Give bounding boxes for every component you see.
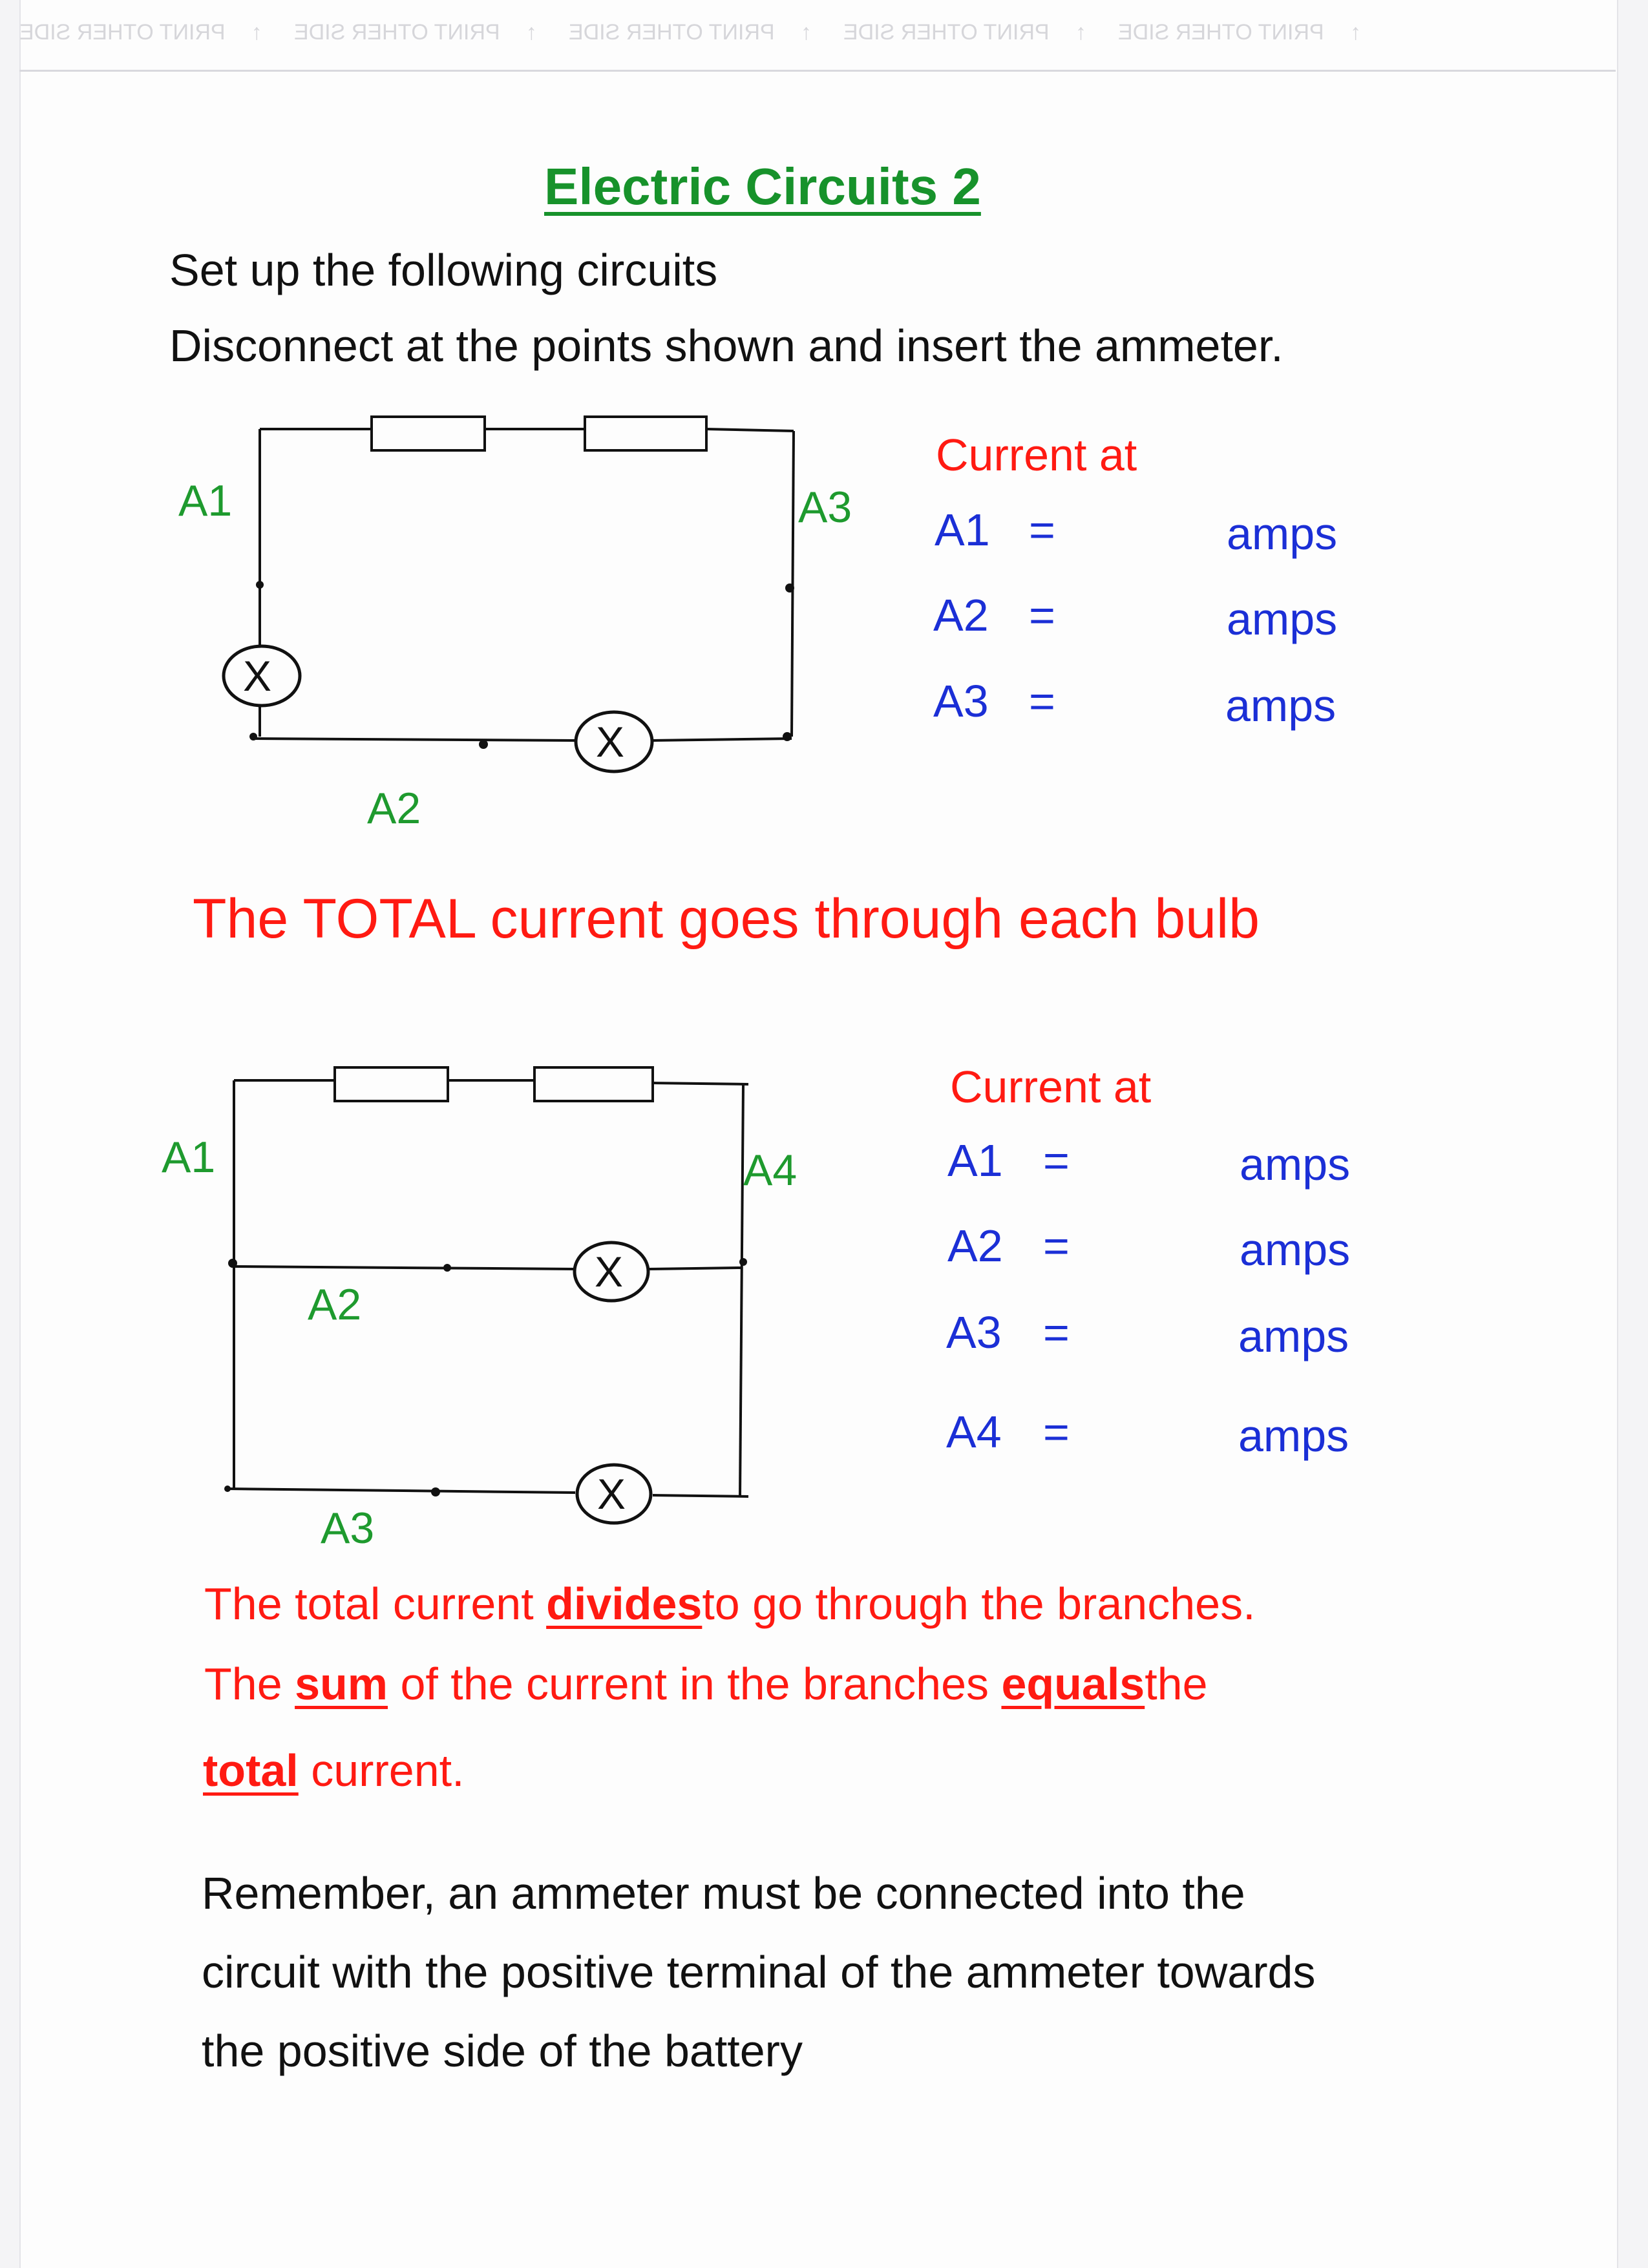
panel2-heading: Current at [950,1062,1152,1112]
series-statement: The TOTAL current goes through each bulb [193,888,1260,950]
panel2-point-a2: A2 [947,1221,1003,1271]
explanation-line-1 [204,1578,1256,1630]
panel1-unit: amps [1227,509,1338,559]
bulb-symbol: X [595,1248,624,1296]
panel2-unit: amps [1238,1311,1349,1361]
panel1-point-a3: A3 [933,676,989,726]
print-other-side-text: PRINT OTHER SIDE [19,20,226,45]
keyword-equals: equals [1001,1659,1145,1709]
panel2-point-a4: A4 [946,1407,1002,1457]
up-arrow-icon: ↑ [525,20,537,45]
panel2-unit: amps [1240,1224,1351,1275]
up-arrow-icon: ↑ [1350,20,1362,45]
print-other-side-text: PRINT OTHER SIDE [1118,20,1325,45]
text: The total current [204,1579,547,1629]
bulb-symbol: X [597,1470,626,1518]
panel2-equals: = [1043,1407,1070,1457]
label-a1: A1 [178,476,233,525]
panel1-equals: = [1029,676,1055,726]
panel2-unit: amps [1240,1139,1351,1190]
print-other-side-text: PRINT OTHER SIDE [294,20,500,45]
keyword-divides: divides [546,1579,703,1629]
instruction-line-1: Set up the following circuits [169,245,718,295]
panel1-point-a1: A1 [935,505,990,555]
page-title: Electric Circuits 2 [544,158,981,215]
explanation-line-2 [204,1658,1208,1710]
text: to go through the branches. [702,1579,1256,1629]
panel1-unit: amps [1227,594,1338,644]
up-arrow-icon: ↑ [251,20,262,45]
text: current. [298,1745,465,1796]
up-arrow-icon: ↑ [1075,20,1086,45]
panel1-equals: = [1029,505,1055,555]
text: the [1145,1659,1208,1709]
explanation-line-3 [203,1745,465,1796]
text: of the current in the branches [388,1659,1002,1709]
resistor-3 [335,1067,448,1101]
keyword-sum: sum [295,1659,388,1709]
keyword-total: total [203,1745,299,1796]
label-a3: A3 [321,1504,375,1553]
panel1-heading: Current at [936,430,1137,480]
text: The [204,1659,295,1709]
print-other-side-text: PRINT OTHER SIDE [569,20,775,45]
panel1-point-a2: A2 [933,590,989,640]
instruction-line-2: Disconnect at the points shown and insert the ammeter. [169,320,1284,371]
reminder-line-2: circuit with the positive terminal of the ammeter towards [202,1947,1316,1997]
panel2-equals: = [1043,1221,1070,1271]
print-other-side-text: PRINT OTHER SIDE [843,20,1050,45]
label-a2: A2 [308,1280,362,1329]
panel1-equals: = [1029,590,1055,640]
label-a1: A1 [162,1133,216,1182]
label-a4: A4 [743,1146,798,1195]
panel2-unit: amps [1238,1411,1349,1461]
circuit-diagram-parallel [226,1067,748,1496]
reminder-line-1: Remember, an ammeter must be connected into the [202,1868,1245,1918]
panel2-equals: = [1043,1135,1070,1186]
label-a3: A3 [798,483,852,532]
panel2-equals: = [1043,1307,1070,1358]
label-a2: A2 [367,784,421,833]
resistor-1 [372,417,485,450]
panel2-point-a1: A1 [947,1135,1003,1186]
panel2-point-a3: A3 [946,1307,1002,1358]
bulb-symbol: X [243,652,272,700]
resistor-4 [534,1067,653,1101]
reminder-line-3: the positive side of the battery [202,2026,803,2076]
bulb-symbol: X [596,718,625,766]
resistor-2 [585,417,706,450]
up-arrow-icon: ↑ [800,20,812,45]
panel1-unit: amps [1225,680,1336,731]
